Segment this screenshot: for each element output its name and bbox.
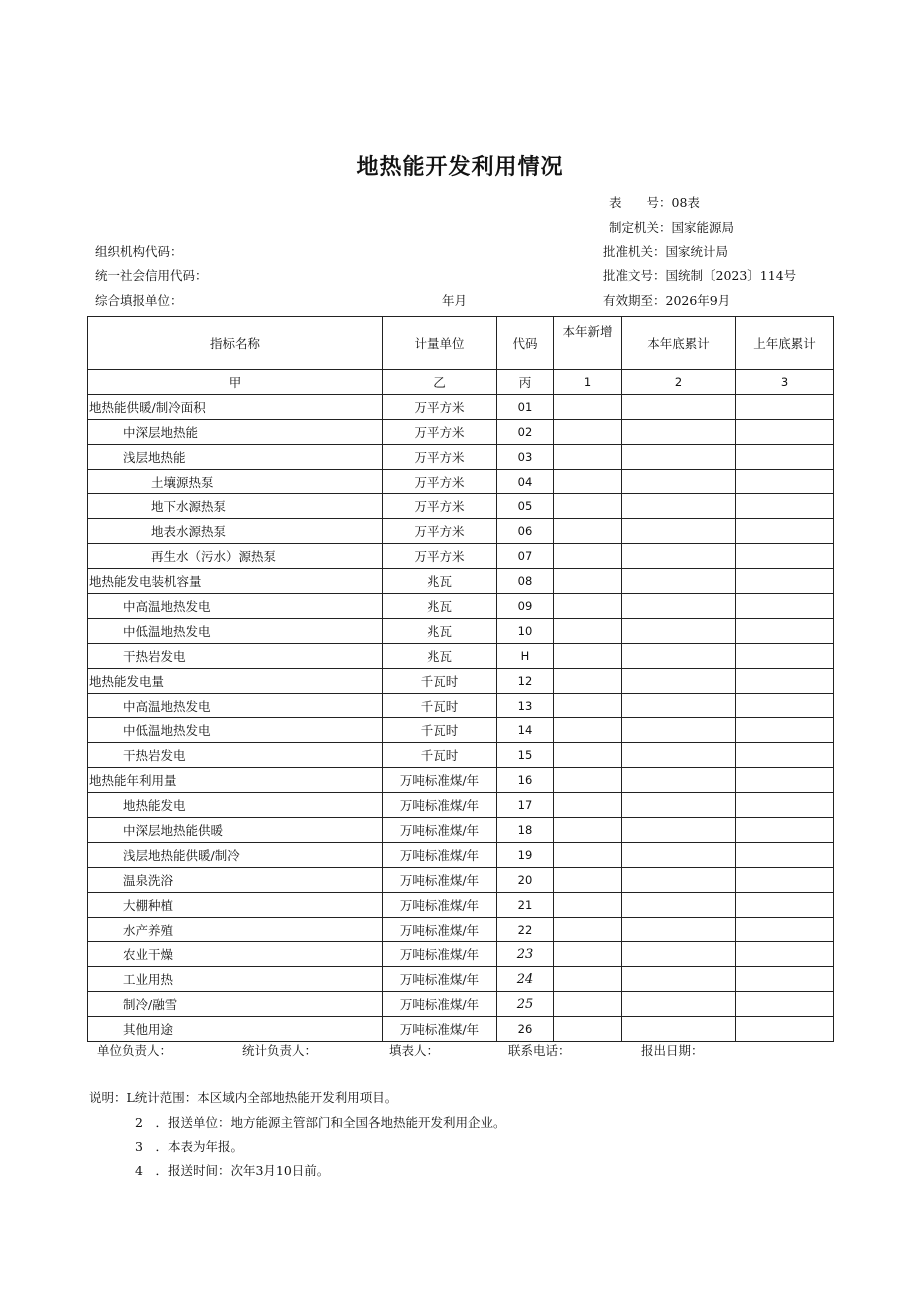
year-month-label: 年月 (442, 293, 468, 308)
note-reporting-unit: 2 ．报送单位：地方能源主管部门和全国各地热能开发利用企业。 (135, 1115, 506, 1130)
indicator-name-cell: 中低温地热发电 (88, 718, 383, 743)
year-end-cumulative-cell (622, 643, 736, 668)
unit-cell: 千瓦时 (383, 693, 497, 718)
table-row (88, 668, 834, 693)
code-cell: 09 (497, 594, 554, 619)
unit-cell: 万平方米 (383, 419, 497, 444)
last-year-cumulative-cell (736, 743, 834, 768)
unit-head-label: 单位负责人： (97, 1043, 173, 1058)
last-year-cumulative-cell (736, 569, 834, 594)
year-end-cumulative-cell (622, 419, 736, 444)
indicator-name-cell: 中深层地热能供暖 (88, 818, 383, 843)
unit-cell: 兆瓦 (383, 594, 497, 619)
new-this-year-cell (554, 419, 622, 444)
code-cell: 17 (497, 793, 554, 818)
year-end-cumulative-cell (622, 569, 736, 594)
last-year-cumulative-cell (736, 942, 834, 967)
new-this-year-cell (554, 942, 622, 967)
new-this-year-cell (554, 768, 622, 793)
code-cell: 13 (497, 693, 554, 718)
year-end-cumulative-cell (622, 842, 736, 867)
unit-cell: 千瓦时 (383, 718, 497, 743)
year-end-cumulative-cell (622, 519, 736, 544)
subheader-cell: 3 (736, 370, 834, 395)
code-cell: 05 (497, 494, 554, 519)
last-year-cumulative-cell (736, 793, 834, 818)
code-cell: 23 (497, 942, 554, 967)
last-year-cumulative-cell (736, 892, 834, 917)
reporting-unit-label: 综合填报单位： (95, 293, 183, 308)
last-year-cumulative-cell (736, 718, 834, 743)
last-year-cumulative-cell (736, 444, 834, 469)
unit-cell: 万平方米 (383, 469, 497, 494)
last-year-cumulative-cell (736, 917, 834, 942)
form-number: 表 号：08表 (609, 195, 700, 210)
table-row (88, 519, 834, 544)
code-cell: 07 (497, 544, 554, 569)
unit-cell: 万平方米 (383, 394, 497, 419)
new-this-year-cell (554, 1017, 622, 1042)
indicator-name-cell: 地热能发电 (88, 793, 383, 818)
code-cell: 24 (497, 967, 554, 992)
unit-cell: 兆瓦 (383, 618, 497, 643)
unit-cell: 兆瓦 (383, 569, 497, 594)
table-row (88, 942, 834, 967)
indicator-name-cell: 中深层地热能 (88, 419, 383, 444)
code-cell: 21 (497, 892, 554, 917)
header-year-end-cumulative: 本年底累计 (622, 317, 736, 370)
indicator-name-cell: 其他用途 (88, 1017, 383, 1042)
new-this-year-cell (554, 818, 622, 843)
table-row (88, 842, 834, 867)
code-cell: 22 (497, 917, 554, 942)
unit-cell: 万吨标准煤/年 (383, 793, 497, 818)
new-this-year-cell (554, 718, 622, 743)
indicator-name-cell: 中低温地热发电 (88, 618, 383, 643)
approval-agency: 批准机关：国家统计局 (603, 244, 729, 259)
table-row (88, 867, 834, 892)
new-this-year-cell (554, 842, 622, 867)
indicator-name-cell: 地表水源热泵 (88, 519, 383, 544)
header-row (88, 317, 834, 370)
indicator-name-cell: 水产养殖 (88, 917, 383, 942)
subheader-row (88, 370, 834, 395)
code-cell: 03 (497, 444, 554, 469)
note-deadline: 4 ．报送时间：次年3月10日前。 (135, 1163, 330, 1178)
table-row (88, 444, 834, 469)
table-row (88, 494, 834, 519)
code-cell: 25 (497, 992, 554, 1017)
new-this-year-cell (554, 569, 622, 594)
indicator-name-cell: 浅层地热能 (88, 444, 383, 469)
table-row (88, 992, 834, 1017)
indicator-name-cell: 工业用热 (88, 967, 383, 992)
unit-cell: 万吨标准煤/年 (383, 942, 497, 967)
header-unit: 计量单位 (383, 317, 497, 370)
code-cell: 26 (497, 1017, 554, 1042)
geothermal-table (87, 316, 834, 1042)
indicator-name-cell: 地热能年利用量 (88, 768, 383, 793)
indicator-name-cell: 地热能供暖/制冷面积 (88, 394, 383, 419)
code-cell: 08 (497, 569, 554, 594)
last-year-cumulative-cell (736, 668, 834, 693)
table-row (88, 967, 834, 992)
year-end-cumulative-cell (622, 594, 736, 619)
new-this-year-cell (554, 643, 622, 668)
table-row (88, 469, 834, 494)
year-end-cumulative-cell (622, 892, 736, 917)
subheader-cell: 乙 (383, 370, 497, 395)
indicator-name-cell: 地下水源热泵 (88, 494, 383, 519)
new-this-year-cell (554, 618, 622, 643)
indicator-name-cell: 大棚种植 (88, 892, 383, 917)
last-year-cumulative-cell (736, 842, 834, 867)
last-year-cumulative-cell (736, 1017, 834, 1042)
table-row (88, 892, 834, 917)
table-row (88, 1017, 834, 1042)
unit-cell: 万平方米 (383, 519, 497, 544)
page-title: 地热能开发利用情况 (356, 155, 564, 180)
subheader-cell: 1 (554, 370, 622, 395)
org-code-label: 组织机构代码： (95, 244, 183, 259)
new-this-year-cell (554, 469, 622, 494)
year-end-cumulative-cell (622, 743, 736, 768)
unit-cell: 千瓦时 (383, 668, 497, 693)
indicator-name-cell: 地热能发电装机容量 (88, 569, 383, 594)
code-cell: 14 (497, 718, 554, 743)
unit-cell: 万吨标准煤/年 (383, 867, 497, 892)
last-year-cumulative-cell (736, 544, 834, 569)
year-end-cumulative-cell (622, 818, 736, 843)
new-this-year-cell (554, 668, 622, 693)
table-row (88, 618, 834, 643)
indicator-name-cell: 再生水（污水）源热泵 (88, 544, 383, 569)
indicator-name-cell: 制冷/融雪 (88, 992, 383, 1017)
code-cell: 19 (497, 842, 554, 867)
last-year-cumulative-cell (736, 419, 834, 444)
code-cell: 20 (497, 867, 554, 892)
year-end-cumulative-cell (622, 394, 736, 419)
table-row (88, 594, 834, 619)
year-end-cumulative-cell (622, 967, 736, 992)
last-year-cumulative-cell (736, 643, 834, 668)
table-row (88, 718, 834, 743)
new-this-year-cell (554, 992, 622, 1017)
last-year-cumulative-cell (736, 693, 834, 718)
new-this-year-cell (554, 444, 622, 469)
phone-label: 联系电话： (508, 1043, 571, 1058)
table-row (88, 569, 834, 594)
report-date-label: 报出日期： (641, 1043, 704, 1058)
year-end-cumulative-cell (622, 444, 736, 469)
year-end-cumulative-cell (622, 867, 736, 892)
last-year-cumulative-cell (736, 519, 834, 544)
table-row (88, 818, 834, 843)
new-this-year-cell (554, 544, 622, 569)
code-cell: 18 (497, 818, 554, 843)
code-cell: 10 (497, 618, 554, 643)
code-cell: 04 (497, 469, 554, 494)
note-scope: 说明：L统计范围：本区域内全部地热能开发利用项目。 (89, 1090, 398, 1105)
year-end-cumulative-cell (622, 793, 736, 818)
subheader-cell: 甲 (88, 370, 383, 395)
year-end-cumulative-cell (622, 693, 736, 718)
unit-cell: 万平方米 (383, 494, 497, 519)
code-cell: 02 (497, 419, 554, 444)
credit-code-label: 统一社会信用代码： (95, 268, 208, 283)
unit-cell: 万平方米 (383, 544, 497, 569)
filler-label: 填表人： (389, 1043, 440, 1058)
last-year-cumulative-cell (736, 992, 834, 1017)
new-this-year-cell (554, 892, 622, 917)
indicator-name-cell: 农业干燥 (88, 942, 383, 967)
table-row (88, 419, 834, 444)
table-row (88, 768, 834, 793)
year-end-cumulative-cell (622, 768, 736, 793)
new-this-year-cell (554, 743, 622, 768)
year-end-cumulative-cell (622, 942, 736, 967)
code-cell: 12 (497, 668, 554, 693)
table-row (88, 793, 834, 818)
unit-cell: 万吨标准煤/年 (383, 967, 497, 992)
last-year-cumulative-cell (736, 469, 834, 494)
header-indicator-name: 指标名称 (88, 317, 383, 370)
new-this-year-cell (554, 917, 622, 942)
last-year-cumulative-cell (736, 818, 834, 843)
unit-cell: 万吨标准煤/年 (383, 818, 497, 843)
indicator-name-cell: 温泉洗浴 (88, 867, 383, 892)
subheader-cell: 丙 (497, 370, 554, 395)
indicator-name-cell: 中高温地热发电 (88, 594, 383, 619)
unit-cell: 万平方米 (383, 444, 497, 469)
indicator-name-cell: 浅层地热能供暖/制冷 (88, 842, 383, 867)
approval-document: 批准文号：国统制〔2023〕114号 (603, 268, 797, 283)
note-annual-report: 3 ．本表为年报。 (135, 1139, 243, 1154)
last-year-cumulative-cell (736, 594, 834, 619)
unit-cell: 万吨标准煤/年 (383, 992, 497, 1017)
table-row (88, 693, 834, 718)
table-row (88, 743, 834, 768)
year-end-cumulative-cell (622, 992, 736, 1017)
year-end-cumulative-cell (622, 718, 736, 743)
code-cell: 06 (497, 519, 554, 544)
last-year-cumulative-cell (736, 618, 834, 643)
new-this-year-cell (554, 519, 622, 544)
code-cell: 16 (497, 768, 554, 793)
table-row (88, 544, 834, 569)
last-year-cumulative-cell (736, 394, 834, 419)
table-row (88, 917, 834, 942)
last-year-cumulative-cell (736, 867, 834, 892)
indicator-name-cell: 干热岩发电 (88, 643, 383, 668)
year-end-cumulative-cell (622, 1017, 736, 1042)
subheader-cell: 2 (622, 370, 736, 395)
unit-cell: 万吨标准煤/年 (383, 1017, 497, 1042)
year-end-cumulative-cell (622, 544, 736, 569)
year-end-cumulative-cell (622, 917, 736, 942)
new-this-year-cell (554, 967, 622, 992)
year-end-cumulative-cell (622, 668, 736, 693)
unit-cell: 万吨标准煤/年 (383, 917, 497, 942)
indicator-name-cell: 地热能发电量 (88, 668, 383, 693)
table-row (88, 643, 834, 668)
header-last-year-cumulative: 上年底累计 (736, 317, 834, 370)
formulating-agency: 制定机关：国家能源局 (609, 220, 735, 235)
new-this-year-cell (554, 394, 622, 419)
unit-cell: 万吨标准煤/年 (383, 892, 497, 917)
year-end-cumulative-cell (622, 469, 736, 494)
year-end-cumulative-cell (622, 618, 736, 643)
unit-cell: 兆瓦 (383, 643, 497, 668)
unit-cell: 千瓦时 (383, 743, 497, 768)
new-this-year-cell (554, 793, 622, 818)
new-this-year-cell (554, 594, 622, 619)
code-cell: 15 (497, 743, 554, 768)
indicator-name-cell: 中高温地热发电 (88, 693, 383, 718)
indicator-name-cell: 干热岩发电 (88, 743, 383, 768)
unit-cell: 万吨标准煤/年 (383, 768, 497, 793)
new-this-year-cell (554, 867, 622, 892)
year-end-cumulative-cell (622, 494, 736, 519)
table-row (88, 394, 834, 419)
header-new-this-year: 本年新增 (554, 317, 622, 370)
stat-head-label: 统计负责人： (242, 1043, 318, 1058)
last-year-cumulative-cell (736, 768, 834, 793)
new-this-year-cell (554, 494, 622, 519)
new-this-year-cell (554, 693, 622, 718)
header-code: 代码 (497, 317, 554, 370)
code-cell: 01 (497, 394, 554, 419)
last-year-cumulative-cell (736, 967, 834, 992)
indicator-name-cell: 土壤源热泵 (88, 469, 383, 494)
code-cell: H (497, 643, 554, 668)
unit-cell: 万吨标准煤/年 (383, 842, 497, 867)
valid-until: 有效期至：2026年9月 (603, 293, 731, 308)
last-year-cumulative-cell (736, 494, 834, 519)
